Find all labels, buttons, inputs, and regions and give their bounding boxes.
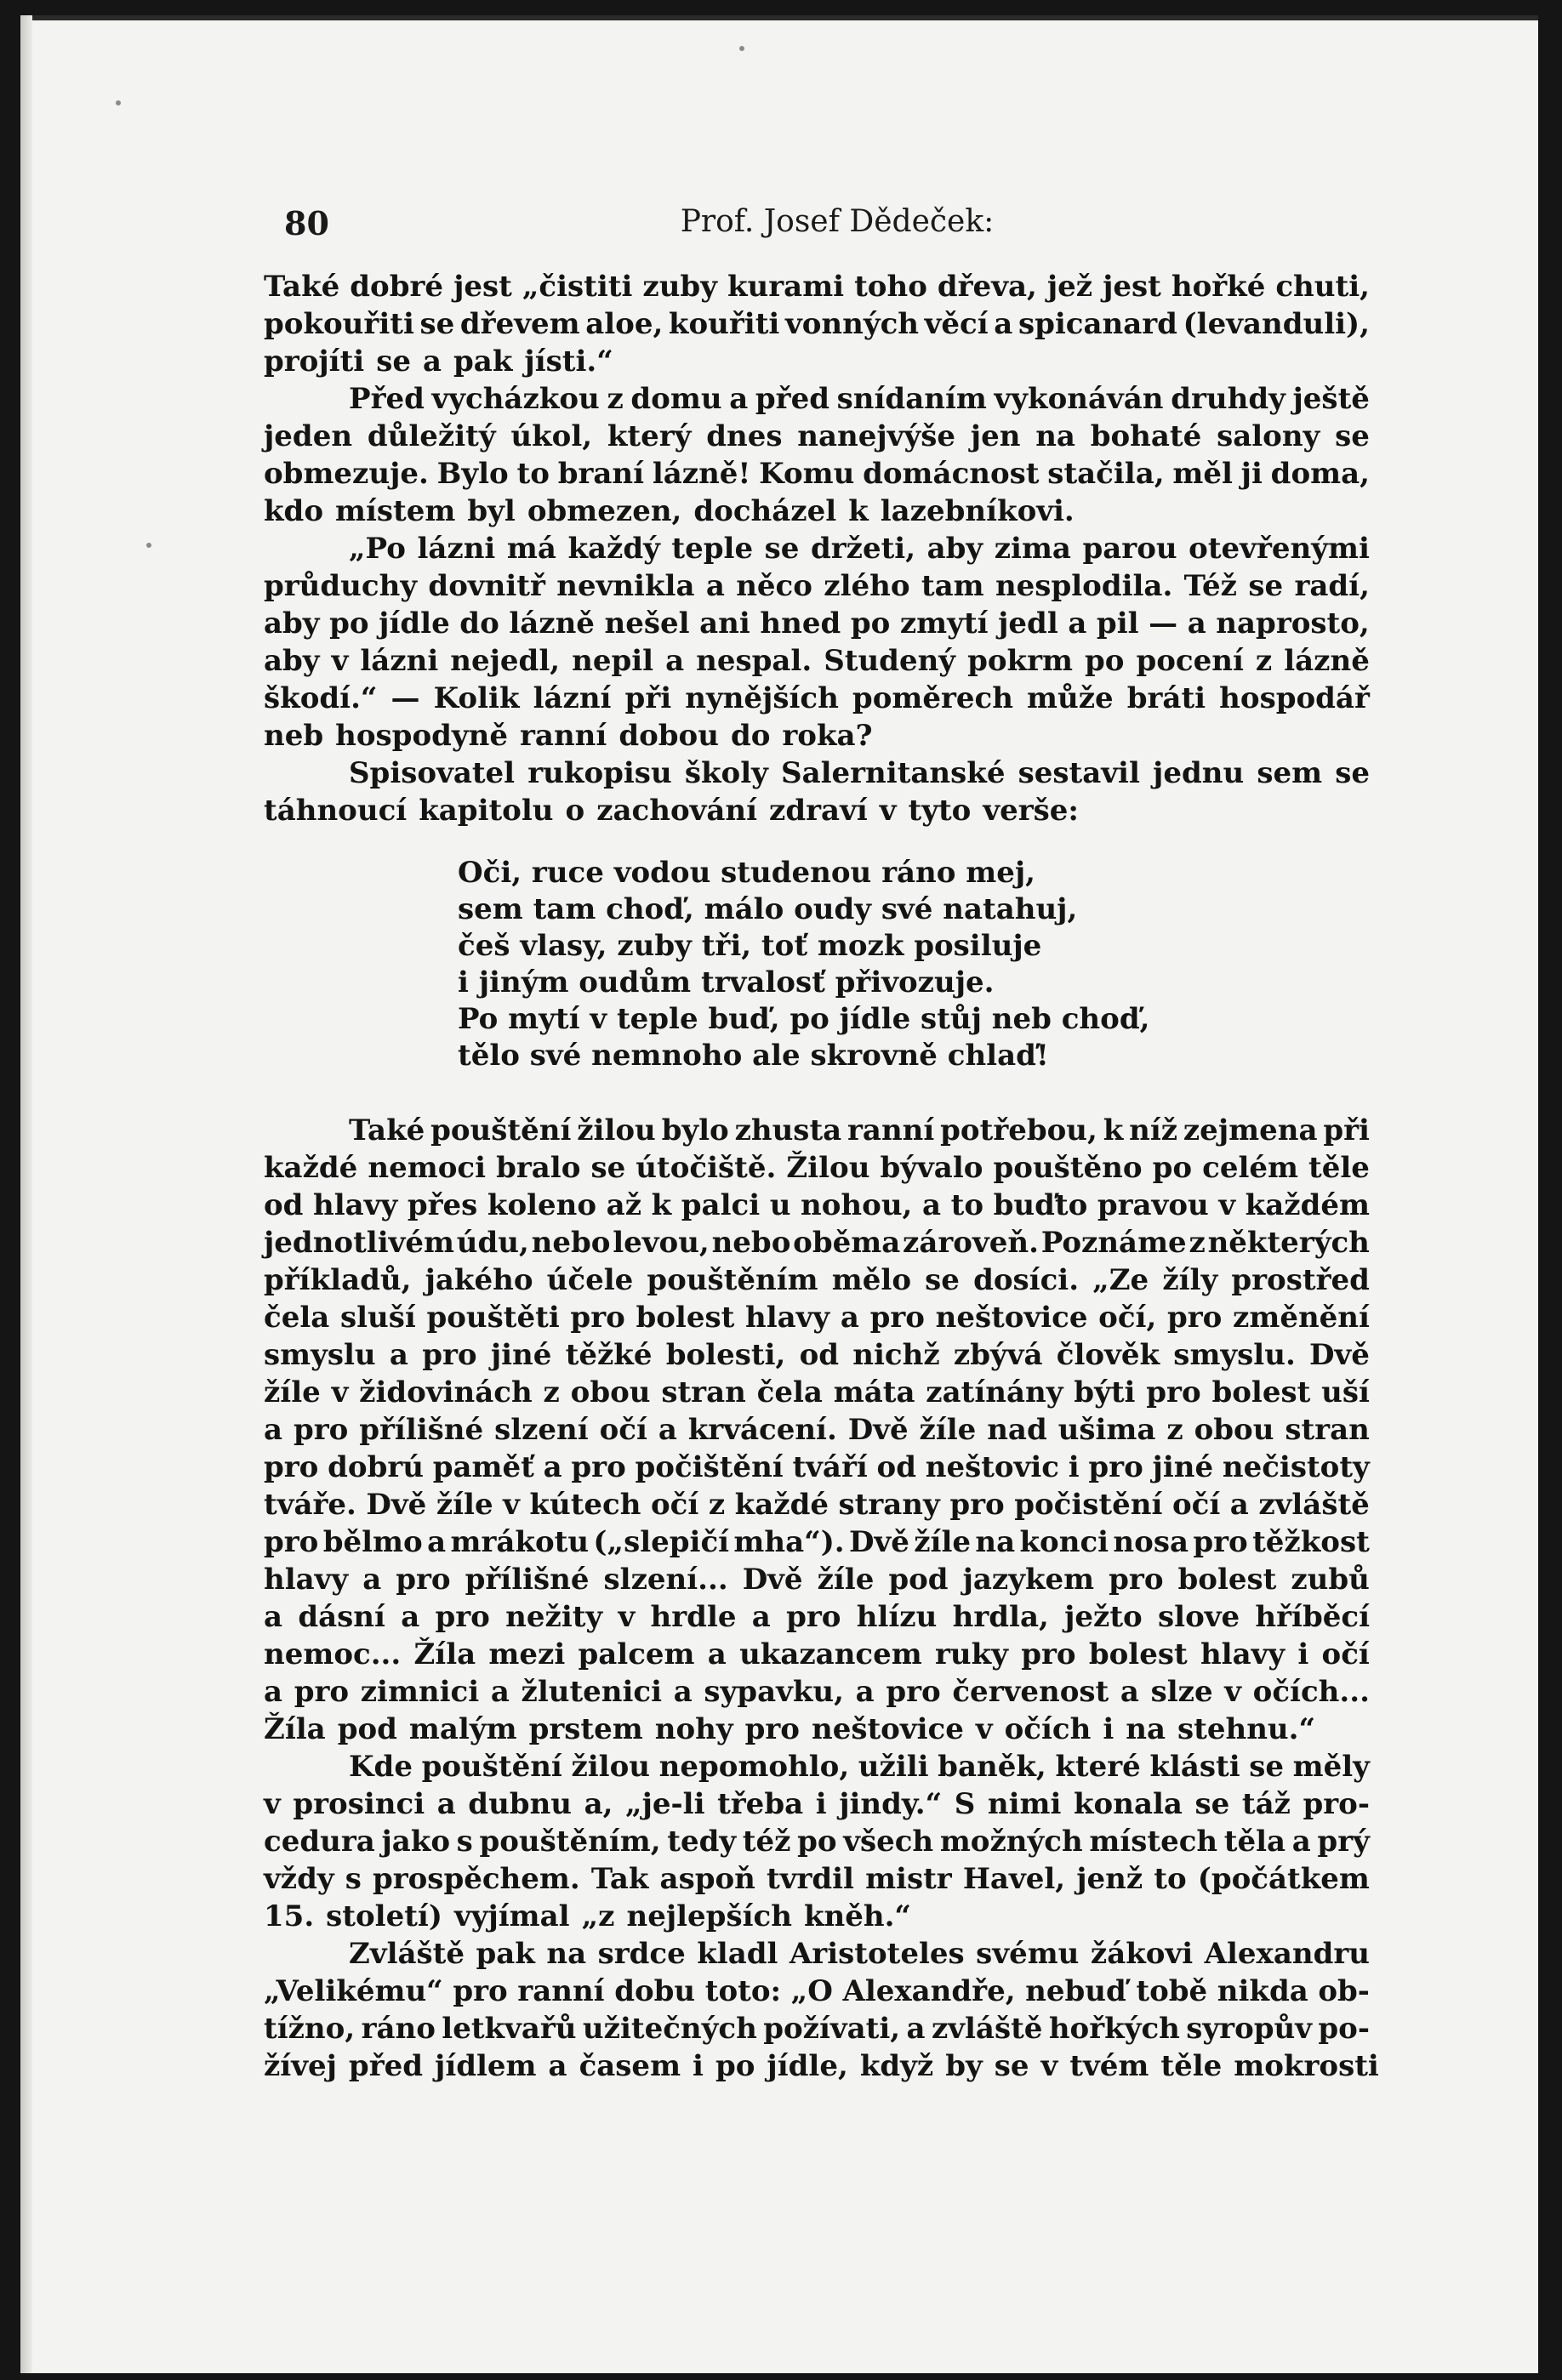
verse-line: češ vlasy, zuby tři, toť mozk posiluje	[458, 929, 1042, 963]
scan-top-edge	[20, 15, 1538, 20]
text-block-after-verse	[264, 1112, 1379, 2085]
text-line: Před vycházkou z domu a před snídaním vykonáván druhdy ještě	[349, 382, 1370, 416]
page-header	[284, 204, 1390, 247]
verse-block	[264, 855, 1370, 1074]
text-line: Žíla pod malým prstem nohy pro neštovice v očích i na stehnu.“	[264, 1712, 1316, 1746]
text-line: kdo místem byl obmezen, docházel k lazebníkovi.	[264, 494, 1075, 528]
text-line: jednotlivém údu, nebo levou, nebo oběma zároveň. Poznáme z některých	[264, 1226, 1370, 1260]
text-line: žívej před jídlem a časem i po jídle, když by se v tvém těle mokrosti	[264, 2049, 1379, 2083]
verse-line: i jiným oudům trvalosť přivozuje.	[458, 965, 995, 999]
verse-line: Oči, ruce vodou studenou ráno mej,	[458, 856, 1036, 890]
text-line: tváře. Dvě žíle v kútech očí z každé strany pro počistění očí a zvláště	[264, 1488, 1370, 1522]
paragraph-p6	[264, 1748, 1370, 1935]
text-line: Kde pouštění žilou nepomohlo, užili baněk, které klásti se měly	[349, 1750, 1370, 1784]
paragraph-p7	[264, 1935, 1379, 2085]
text-line: škodí.“ — Kolik lázní při nynějších poměrech může bráti hospodář	[264, 681, 1370, 715]
text-line: Také dobré jest „čistiti zuby kurami toho dřeva, jež jest hořké chuti,	[264, 270, 1370, 304]
text-line: vždy s prospěchem. Tak aspoň tvrdil mistr Havel, jenž to (počátkem	[264, 1862, 1370, 1896]
text-line: a dásní a pro nežity v hrdle a pro hlízu hrdla, ježto slove hříběcí	[264, 1600, 1370, 1634]
scan-speck	[146, 543, 151, 548]
text-line: hlavy a pro přílišné slzení... Dvě žíle pod jazykem pro bolest zubů	[264, 1563, 1370, 1597]
body-text	[264, 268, 1379, 2085]
text-line: Také pouštění žilou bylo zhusta ranní potřebou, k níž zejmena při	[349, 1113, 1370, 1147]
paragraph-p4	[264, 754, 1370, 829]
paragraph-p2	[264, 380, 1370, 530]
spacer	[264, 1074, 1370, 1112]
paragraph-p3	[264, 530, 1370, 754]
text-line: pro dobrú paměť a pro počištění tváří od neštovic i pro jiné nečistoty	[264, 1450, 1370, 1484]
text-line: obmezuje. Bylo to braní lázně! Komu domácnost stačila, měl ji doma,	[264, 457, 1370, 491]
text-line: táhnoucí kapitolu o zachování zdraví v tyto verše:	[264, 794, 1079, 828]
text-line: projíti se a pak jísti.“	[264, 344, 613, 379]
scan-speck	[116, 100, 121, 105]
text-line: 15. století) vyjímal „z nejlepších kněh.“	[264, 1899, 911, 1933]
text-line: neb hospodyně ranní dobou do roka?	[264, 719, 873, 753]
spacer	[264, 829, 1370, 855]
paragraph-p1	[264, 268, 1370, 380]
text-line: Spisovatel rukopisu školy Salernitanské sestavil jednu sem se	[349, 756, 1370, 790]
text-line: aby po jídle do lázně nešel ani hned po zmytí jedl a pil — a naprosto,	[264, 606, 1370, 641]
text-line: smyslu a pro jiné těžké bolesti, od nichž zbývá člověk smyslu. Dvě	[264, 1338, 1370, 1372]
text-line: jeden důležitý úkol, který dnes nanejvýše jen na bohaté salony se	[264, 419, 1370, 453]
text-line: a pro přílišné slzení očí a krvácení. Dvě žíle nad ušima z obou stran	[264, 1413, 1370, 1447]
text-line: pro bělmo a mrákotu („slepičí mha“). Dvě žíle na konci nosa pro těžkost	[264, 1525, 1370, 1559]
text-line: nemoc... Žíla mezi palcem a ukazancem ruky pro bolest hlavy i očí	[264, 1637, 1370, 1671]
text-line: čela sluší pouštěti pro bolest hlavy a pro neštovice očí, pro změnění	[264, 1301, 1370, 1335]
text-line: a pro zimnici a žlutenici a sypavku, a pro červenost a slze v očích...	[264, 1675, 1370, 1709]
text-line: aby v lázni nejedl, nepil a nespal. Studený pokrm po pocení z lázně	[264, 644, 1370, 678]
text-line: příkladů, jakého účele pouštěním mělo se dosíci. „Ze žíly prostřed	[264, 1263, 1370, 1297]
text-line: od hlavy přes koleno až k palci u nohou, a to buďto pravou v každém	[264, 1188, 1370, 1222]
page-number: 80	[284, 204, 329, 242]
page-binding-edge	[20, 15, 32, 2373]
scan-speck	[739, 46, 744, 51]
text-line: Zvláště pak na srdce kladl Aristoteles svému žákovi Alexandru	[349, 1937, 1370, 1971]
text-line: v prosinci a dubnu a, „je-li třeba i jindy.“ S nimi konala se táž pro-	[264, 1787, 1370, 1821]
text-line: tížno, ráno letkvařů užitečných požívati, a zvláště hořkých syropův po-	[264, 2012, 1370, 2046]
text-line: žíle v židovinách z obou stran čela máta zatínány býti pro bolest uší	[264, 1375, 1370, 1409]
text-line: každé nemoci bralo se útočiště. Žilou bývalo pouštěno po celém těle	[264, 1151, 1370, 1185]
verse-line: sem tam choď, málo oudy své natahuj,	[458, 892, 1078, 926]
text-line: cedura jako s pouštěním, tedy též po všech možných místech těla a prý	[264, 1825, 1370, 1859]
paragraph-p5	[264, 1112, 1370, 1748]
text-line: „Po lázni má každý teple se držeti, aby zima parou otevřenými	[349, 532, 1370, 566]
text-line: průduchy dovnitř nevnikla a něco zlého tam nesplodila. Též se radí,	[264, 569, 1370, 603]
text-line: „Velikému“ pro ranní dobu toto: „O Alexandře, nebuď tobě nikda ob-	[264, 1974, 1370, 2008]
verse-line: Po mytí v teple buď, po jídle stůj neb choď,	[458, 1002, 1150, 1036]
running-title: Prof. Josef Dědeček:	[680, 204, 995, 239]
text-line: pokouřiti se dřevem aloe, kouřiti vonných věcí a spicanard (levanduli),	[264, 307, 1370, 341]
verse-line: tělo své nemnoho ale skrovně chlaď!	[458, 1039, 1049, 1073]
text-block-before-verse	[264, 268, 1370, 829]
